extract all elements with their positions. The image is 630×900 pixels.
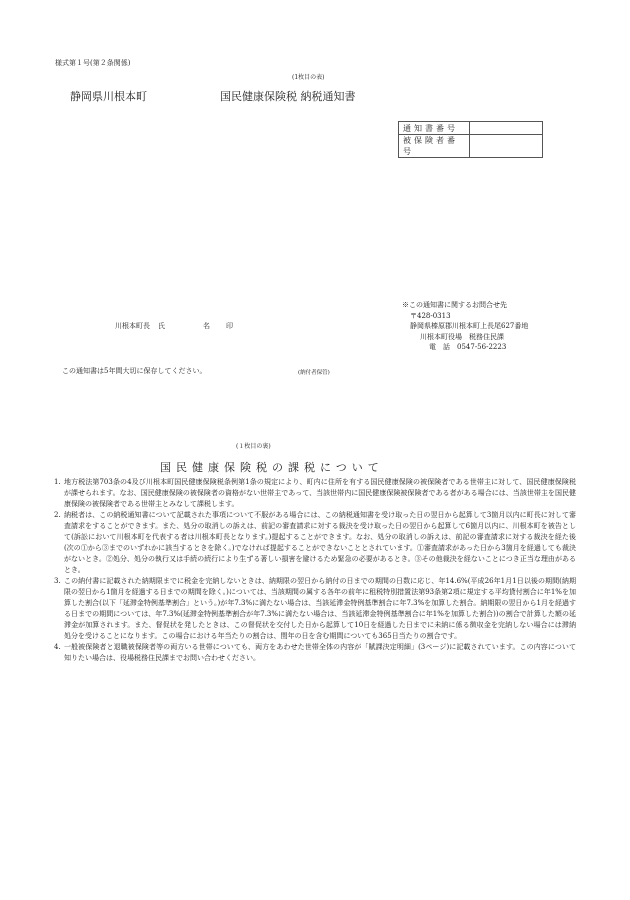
item-number: 3. (54, 577, 61, 585)
table-row (399, 122, 543, 135)
issuer-line (115, 321, 233, 331)
seal-mark: 印 (226, 322, 233, 330)
item-number: 2. (54, 511, 61, 519)
inquiry-address: 静岡県榛原郡川根本町上長尾627番地 (410, 322, 529, 330)
retention-keeper: (納付者保管) (298, 370, 330, 376)
item-text: 一般被保険者と退職被保険者等の両方いる世帯についても、両方をあわせた世帯全体の内容が「賦課決定明細」(3ページ)に記載されています。この内容について知りたい場合は、役場税務住民課までお問い合わせください。 (64, 643, 576, 662)
item-text: 納税者は、この納税通知書について記載された事項について不服がある場合には、この納税通知書を受け取った日の翌日から起算して3箇月以内に町長に対して審査請求をすることができます。また、処分の取消しの訴えは、前記の審査請求に対する裁決を受け取った日の翌日から起算して6箇月以内に、川根本町を被告として(訴訟において川根本町を代表する者は川根本町長となります。)提起することができます。なお、処分の取消しの訴えは、前記の審査請求に対する裁決を経た後(次の①から③までのいずれかに該当するときを除く。)でなければ提起することができないこととされています。①審査請求があった日から3箇月を経過しても裁決がないとき。②処分、処分の執行又は手続の続行により生ずる著しい損害を避けるため緊急の必要があるとき。③その他裁決を経ないことにつき正当な理由があるとき。 (64, 511, 576, 574)
item-text: この納付書に記載された納期限までに税金を完納しないときは、納期限の翌日から納付の日までの期間の日数に応じ、年14.6%(平成26年1月1日以後の期間(納期限の翌日から1箇月を経過する日までの期間を除く。)については、当該期間の属する各年の前年に租税特別措置法第93条第2項に規定する平均貸付割合に年1%を加算した割合(以下「延滞金特例基準割合」という。)が年7.3%に満たない場合は、当該延滞金特例基準割合に年7.3%を加算した割合。納期限の翌日から1月を経過する日までの期間については、年7.3%(延滞金特例基準割合が年7.3%に満たない場合は、当該延滞金特例基準割合に年1%を加算した割合))の割合で計算した額の延滞金が加算されます。また、督促状を発したときは、この督促状を交付した日から起算して10日を経過した日までに未納に係る徴収金を完納しない場合には滞納処分を受けることになります。この場合における年当たりの割合は、閏年の日を含む期間についても365日当たりの割合です。 (64, 577, 576, 640)
issuer-name-label: 氏 (158, 322, 165, 330)
terms-list (54, 477, 576, 664)
issuer-title: 川根本町長 (115, 322, 150, 330)
form-number: 様式第１号(第２条関係) (55, 59, 131, 67)
inquiry-phone-line (402, 342, 528, 353)
list-item (54, 510, 576, 576)
municipality-name: 静岡県川根本町 (70, 90, 147, 103)
page-note-back: (１枚目の裏) (236, 443, 271, 450)
table-row (399, 135, 543, 158)
phone-label: 電 話 (429, 343, 450, 351)
reference-number-table (398, 121, 543, 158)
inquiry-heading: ※この通知書に関するお問合せ先 (402, 301, 507, 309)
page-note-front: (1枚目の表) (292, 74, 325, 81)
item-text: 地方税法第703条の4及び川根本町国民健康保険税条例第1条の規定により、町内に住所を有する国民健康保険の被保険者である世帯主に対して、国民健康保険税が課せられます。なお、国民健康保険の被保険者の資格がない世帯主であって、当該世帯内に国民健康保険被保険者である者がある場合には、当該世帯主を国民健康保険の被保険者である世帯主とみなして課税します。 (64, 478, 576, 508)
phone-number: 0547-56-2223 (457, 343, 507, 351)
item-number: 4. (54, 643, 61, 651)
list-item (54, 642, 576, 664)
issuer-name-suffix: 名 (203, 322, 210, 330)
retention-notice: この通知書は5年間大切に保存してください。 (62, 367, 207, 375)
notice-number-label: 通知書番号 (399, 122, 470, 135)
insured-number-value (470, 135, 543, 158)
notice-number-value (470, 122, 543, 135)
list-item (54, 477, 576, 510)
insured-number-label: 被保険者番号 (399, 135, 470, 158)
section-title: 国民健康保険税の課税について (160, 461, 384, 474)
list-item (54, 576, 576, 642)
document-title: 国民健康保険税 納税通知書 (220, 90, 356, 103)
inquiry-office: 川根本町役場 税務住民課 (420, 332, 504, 341)
inquiry-postal: 〒428-0313 (410, 311, 451, 320)
item-number: 1. (54, 478, 61, 486)
inquiry-block (402, 300, 528, 353)
